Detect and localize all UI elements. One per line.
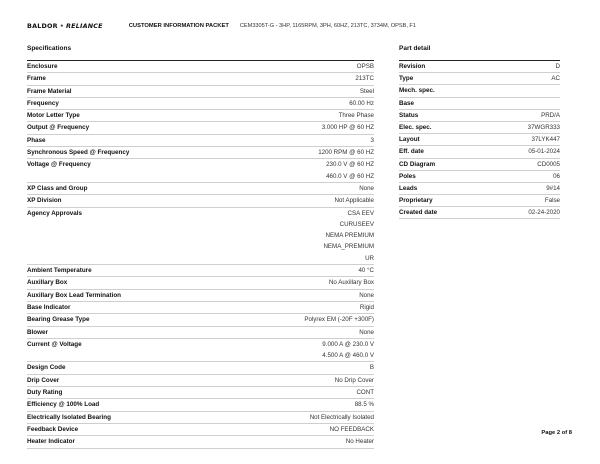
part-row: [399, 159, 560, 171]
part-row-value: 06: [553, 172, 560, 180]
spec-row: [27, 265, 374, 277]
spec-row-label: Heater Indicator: [27, 438, 75, 446]
spec-row: [27, 302, 374, 314]
spec-row-label: Voltage @ Frequency: [27, 161, 91, 169]
spec-row-value: OPSB: [356, 63, 374, 70]
spec-row-value: NEMA_PREMIUM: [323, 243, 374, 251]
spec-row: [27, 339, 374, 363]
spec-row-value: Three Phase: [338, 112, 374, 120]
spec-row-values: [326, 159, 374, 182]
part-row: [399, 183, 560, 195]
spec-row-values: [371, 135, 374, 146]
spec-row-values: [355, 399, 374, 410]
part-row-label: Leads: [399, 184, 418, 192]
spec-row: [27, 195, 374, 207]
spec-row-values: [346, 436, 374, 447]
spec-row-label: Frame: [27, 75, 46, 83]
spec-row: [27, 135, 374, 147]
spec-row-value: 213TC: [355, 75, 374, 83]
spec-row-values: [310, 412, 374, 423]
spec-row-values: [359, 290, 374, 301]
spec-row-values: [335, 375, 374, 386]
spec-row-value: Steel: [359, 87, 374, 95]
part-row-values: [556, 61, 560, 72]
spec-row: [27, 387, 374, 399]
spec-row-label: Auxillary Box: [27, 279, 68, 287]
part-row-values: [541, 110, 560, 121]
product-description: CEM3305T-G - 3HP, 1165RPM, 3PH, 60HZ, 213TC, 3734M, OPSB, F1: [239, 23, 416, 29]
spec-row-label: Efficiency @ 100% Load: [27, 401, 100, 409]
spec-row-value: 9.000 A @ 230.0 V: [322, 340, 374, 348]
spec-row-values: [329, 277, 374, 288]
part-row: [399, 110, 560, 122]
spec-row-value: No Drip Cover: [334, 376, 374, 384]
part-row: [399, 195, 560, 207]
spec-row-values: [356, 387, 374, 398]
spec-row-values: [334, 195, 374, 206]
spec-row-value: None: [359, 291, 374, 299]
document-header: [27, 20, 580, 32]
spec-row-value: Not Applicable: [334, 197, 374, 205]
spec-row-values: [339, 110, 374, 121]
part-row-label: Proprietary: [399, 197, 433, 205]
part-row: [399, 122, 560, 134]
spec-row: [27, 412, 374, 424]
specifications-table: [27, 60, 374, 449]
part-row-values: [528, 146, 560, 157]
spec-row: [27, 277, 374, 289]
spec-row-value: CSA EEV: [347, 209, 374, 217]
page-number: Page 2 of 8: [541, 430, 572, 436]
spec-row-values: [322, 122, 374, 133]
part-row-value: CD0005: [537, 160, 560, 168]
brand-logo: [27, 22, 103, 30]
part-row-label: Status: [399, 111, 419, 119]
spec-row: [27, 424, 374, 436]
spec-row-value: 88.5 %: [354, 401, 374, 409]
spec-row: [27, 208, 374, 265]
spec-row: [27, 61, 374, 73]
spec-row-values: [358, 265, 374, 276]
part-row-label: Type: [399, 75, 414, 83]
spec-row-label: Duty Rating: [27, 389, 63, 397]
part-row-value: 9#14: [546, 184, 560, 192]
spec-row: [27, 86, 374, 98]
spec-row-value: Rigid: [359, 303, 374, 311]
spec-row-value: 4.500 A @ 460.0 V: [322, 352, 374, 360]
spec-row-label: Drip Cover: [27, 376, 60, 384]
part-row-label: Eff. date: [399, 148, 424, 156]
spec-row-value: NO FEEDBACK: [329, 425, 374, 433]
part-row-label: Mech. spec.: [399, 87, 435, 95]
spec-row: [27, 436, 374, 448]
spec-row-label: Agency Approvals: [27, 209, 83, 217]
part-row: [399, 73, 560, 85]
spec-row: [27, 159, 374, 183]
spec-row-value: 3.000 HP @ 60 HZ: [321, 124, 374, 132]
spec-row-values: [323, 208, 374, 264]
spec-row-value: 460.0 V @ 60 HZ: [326, 172, 374, 180]
spec-row-label: Ambient Temperature: [27, 267, 92, 275]
spec-row-label: Enclosure: [27, 63, 58, 70]
spec-row: [27, 98, 374, 110]
spec-row-value: No Auxillary Box: [328, 279, 374, 287]
spec-row: [27, 362, 374, 374]
spec-row-label: Frequency: [27, 99, 59, 107]
spec-row-label: Synchronous Speed @ Frequency: [27, 149, 130, 157]
spec-row: [27, 110, 374, 122]
spec-row-value: 230.0 V @ 60 HZ: [326, 161, 374, 169]
part-row-label: Layout: [399, 136, 420, 144]
spec-row-values: [359, 183, 374, 194]
spec-row: [27, 290, 374, 302]
spec-row-value: CONT: [356, 389, 374, 397]
spec-row-label: Output @ Frequency: [27, 124, 90, 132]
part-row-values: [528, 207, 560, 218]
spec-row: [27, 183, 374, 195]
part-detail-title: Part detail: [399, 45, 431, 52]
spec-row-values: [304, 314, 374, 325]
part-row-label: CD Diagram: [399, 160, 436, 168]
spec-row-label: Motor Letter Type: [27, 112, 80, 120]
specifications-title: Specifications: [27, 45, 72, 52]
spec-row: [27, 399, 374, 411]
spec-row-values: [360, 302, 374, 313]
part-row: [399, 98, 560, 110]
spec-row-values: [359, 327, 374, 338]
spec-row-values: [318, 147, 374, 158]
part-row-values: [537, 159, 560, 170]
part-row: [399, 171, 560, 183]
spec-row-value: 3: [370, 136, 374, 144]
spec-row-label: Frame Material: [27, 87, 72, 95]
spec-row-label: XP Division: [27, 197, 62, 205]
part-row-value: 37WGR333: [527, 123, 560, 131]
spec-row-values: [330, 424, 374, 435]
part-row: [399, 85, 560, 97]
spec-row-value: None: [359, 184, 374, 192]
part-row-label: Poles: [399, 172, 416, 180]
spec-row-label: Base Indicator: [27, 303, 71, 311]
spec-row-value: NEMA PREMIUM: [325, 232, 374, 240]
packet-title: CUSTOMER INFORMATION PACKET: [128, 23, 229, 29]
part-row-value: 02-24-2020: [528, 209, 560, 217]
brand-logo-right: RELIANCE: [66, 22, 103, 30]
spec-row-values: [355, 73, 374, 84]
spec-row: [27, 73, 374, 85]
spec-row-value: 40 °C: [358, 267, 374, 275]
part-detail-table: [399, 60, 560, 219]
brand-logo-left: BALDOR: [27, 22, 58, 30]
spec-row: [27, 122, 374, 134]
spec-row-values: [370, 362, 374, 373]
part-row-values: [528, 122, 560, 133]
spec-row: [27, 375, 374, 387]
part-row-values: [545, 195, 560, 206]
spec-row: [27, 147, 374, 159]
part-row-value: 37LYK447: [531, 136, 560, 144]
brand-logo-separator: •: [59, 22, 65, 30]
part-row-value: AC: [551, 75, 560, 83]
spec-row-label: Current @ Voltage: [27, 340, 82, 348]
spec-row-values: [322, 339, 374, 362]
spec-row-label: Electrically Isolated Bearing: [27, 413, 111, 421]
spec-row: [27, 314, 374, 326]
spec-row-label: Design Code: [27, 364, 66, 372]
part-row-value: PRD/A: [541, 111, 560, 119]
spec-row-values: [360, 86, 374, 97]
spec-row-values: [349, 98, 374, 109]
spec-row: [27, 327, 374, 339]
part-row-label: Base: [399, 99, 415, 107]
part-row-value: D: [555, 63, 560, 70]
part-row-label: Created date: [399, 209, 438, 217]
spec-row-value: None: [359, 328, 374, 336]
part-row-values: [553, 171, 560, 182]
part-row: [399, 146, 560, 158]
part-row: [399, 207, 560, 219]
part-row-value: 05-01-2024: [528, 148, 560, 156]
spec-row-value: B: [369, 364, 374, 372]
spec-row-values: [357, 61, 374, 72]
spec-row-value: 60.00 Hz: [349, 99, 374, 107]
part-row-value: False: [544, 197, 560, 205]
part-row-values: [546, 183, 560, 194]
spec-row-label: Phase: [27, 136, 46, 144]
spec-row-label: Feedback Device: [27, 425, 79, 433]
spec-row-label: XP Class and Group: [27, 184, 88, 192]
spec-row-value: Not Electrically Isolated: [309, 413, 374, 421]
spec-row-label: Auxillary Box Lead Termination: [27, 291, 122, 299]
part-row: [399, 61, 560, 73]
part-row: [399, 134, 560, 146]
part-row-label: Revision: [399, 63, 426, 70]
spec-row-value: No Heater: [345, 438, 374, 446]
spec-row-label: Bearing Grease Type: [27, 316, 90, 324]
part-row-values: [532, 134, 560, 145]
spec-row-label: Blower: [27, 328, 48, 336]
spec-row-value: UR: [365, 254, 374, 262]
spec-row-value: Polyrex EM (-20F +300F): [304, 316, 374, 324]
spec-row-value: CURUSEEV: [339, 220, 374, 228]
spec-row-value: 1200 RPM @ 60 HZ: [318, 149, 374, 157]
part-row-label: Elec. spec.: [399, 123, 432, 131]
part-row-values: [551, 73, 560, 84]
